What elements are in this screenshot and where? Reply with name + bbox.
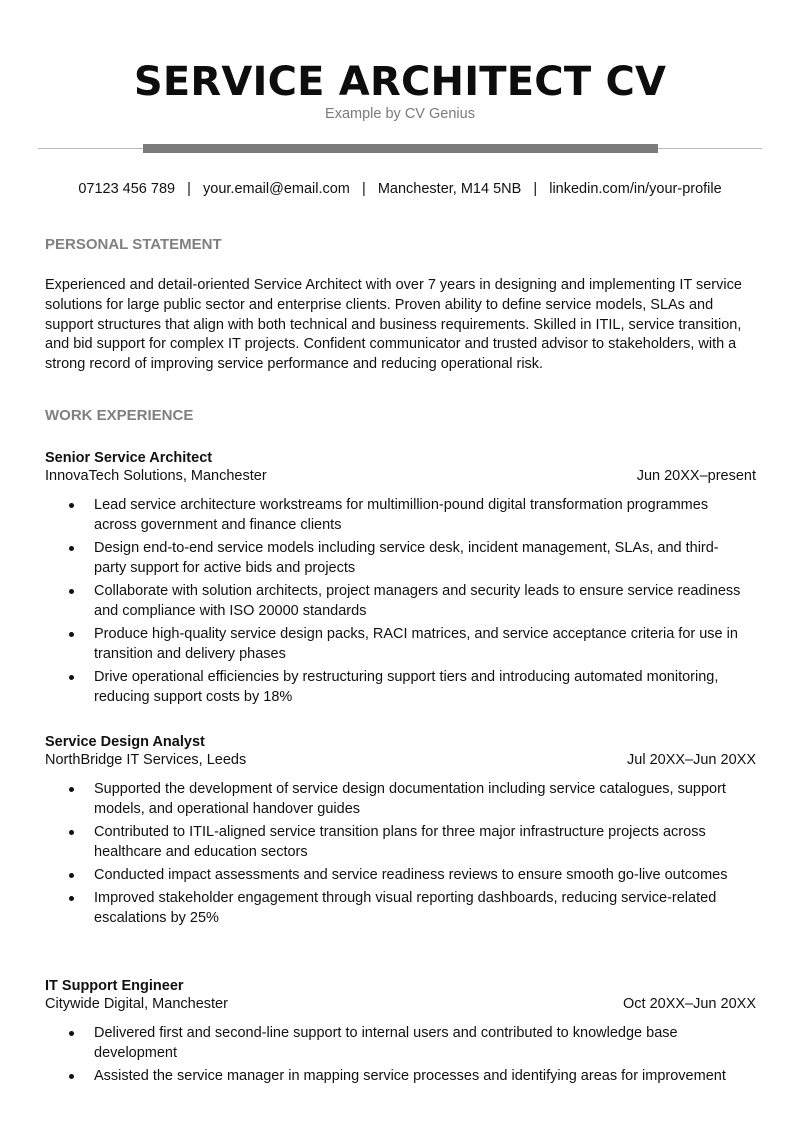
job-entry — [45, 977, 756, 1089]
bullet-icon — [69, 675, 74, 680]
list-item — [45, 538, 744, 578]
list-item — [45, 495, 744, 535]
job-dates: Jun 20XX–present — [636, 468, 756, 484]
bullet-icon — [69, 503, 74, 508]
list-item — [45, 581, 744, 621]
job-title: IT Support Engineer — [45, 978, 184, 994]
job-bullet-list — [45, 495, 756, 707]
job-title: Senior Service Architect — [45, 450, 213, 466]
page-subtitle: Example by CV Genius — [325, 106, 475, 122]
job-dates: Jul 20XX–Jun 20XX — [627, 752, 756, 768]
list-item — [45, 667, 744, 707]
bullet-text: Contributed to ITIL-aligned service transition plans for three major infrastructure projects across healthcare and education sectors — [94, 824, 706, 860]
bullet-text: Improved stakeholder engagement through visual reporting dashboards, reducing service-related escalations by 25% — [94, 890, 717, 926]
list-item — [45, 624, 744, 664]
page-title: SERVICE ARCHITECT CV — [133, 59, 667, 105]
job-company: NorthBridge IT Services, Leeds — [45, 752, 247, 768]
bullet-icon — [69, 589, 74, 594]
list-item — [45, 888, 744, 928]
job-subheader — [45, 995, 756, 1013]
job-subheader — [45, 751, 756, 769]
list-item — [45, 1066, 744, 1086]
bullet-icon — [69, 787, 74, 792]
job-company: InnovaTech Solutions, Manchester — [45, 468, 267, 484]
bullet-text: Delivered first and second-line support to internal users and contributed to knowledge base development — [94, 1025, 678, 1061]
job-bullet-list — [45, 1023, 756, 1086]
section-heading-work-experience: WORK EXPERIENCE — [45, 407, 194, 424]
job-entry — [45, 733, 756, 931]
bullet-icon — [69, 896, 74, 901]
contact-line: 07123 456 789 | your.email@email.com | Manchester, M14 5NB | linkedin.com/in/your-profile — [78, 181, 722, 197]
bullet-text: Drive operational efficiencies by restructuring support tiers and introducing automated monitoring, reducing support costs by 18% — [94, 669, 719, 705]
section-heading-personal-statement: PERSONAL STATEMENT — [45, 236, 222, 253]
bullet-icon — [69, 830, 74, 835]
bullet-text: Assisted the service manager in mapping service processes and identifying areas for improvement — [94, 1068, 726, 1084]
bullet-icon — [69, 1031, 74, 1036]
list-item — [45, 865, 744, 885]
job-dates: Oct 20XX–Jun 20XX — [623, 996, 756, 1012]
bullet-icon — [69, 1074, 74, 1079]
bullet-text: Supported the development of service design documentation including service catalogues, support models, and operational handover guides — [94, 781, 726, 817]
job-entry — [45, 449, 756, 710]
bullet-icon — [69, 632, 74, 637]
personal-statement-text: Experienced and detail-oriented Service Architect with over 7 years in designing and implementing IT service solutions for large public sector and enterprise clients. Proven ability to define service models, SLAs and support structures that align with both technical and business requirements. Skilled in ITIL, service transition, and bid support for complex IT projects. Confident communicator and trusted advisor to stakeholders, with a strong record of improving service performance and reducing operational risk. — [45, 277, 742, 373]
bullet-text: Lead service architecture workstreams for multimillion-pound digital transformation programmes across government and finance clients — [94, 497, 709, 533]
list-item — [45, 779, 744, 819]
header-divider-thick — [143, 144, 658, 153]
bullet-text: Design end-to-end service models including service desk, incident management, SLAs, and third-party support for active bids and projects — [94, 540, 719, 576]
bullet-text: Produce high-quality service design packs, RACI matrices, and service acceptance criteria for use in transition and delivery phases — [94, 626, 738, 662]
bullet-icon — [69, 546, 74, 551]
list-item — [45, 822, 744, 862]
bullet-text: Conducted impact assessments and service readiness reviews to ensure smooth go-live outcomes — [94, 867, 728, 883]
job-subheader — [45, 467, 756, 485]
job-title: Service Design Analyst — [45, 734, 205, 750]
bullet-text: Collaborate with solution architects, project managers and security leads to ensure service readiness and compliance with ISO 20000 standards — [94, 583, 741, 619]
list-item — [45, 1023, 744, 1063]
job-company: Citywide Digital, Manchester — [45, 996, 228, 1012]
job-bullet-list — [45, 779, 756, 928]
bullet-icon — [69, 873, 74, 878]
